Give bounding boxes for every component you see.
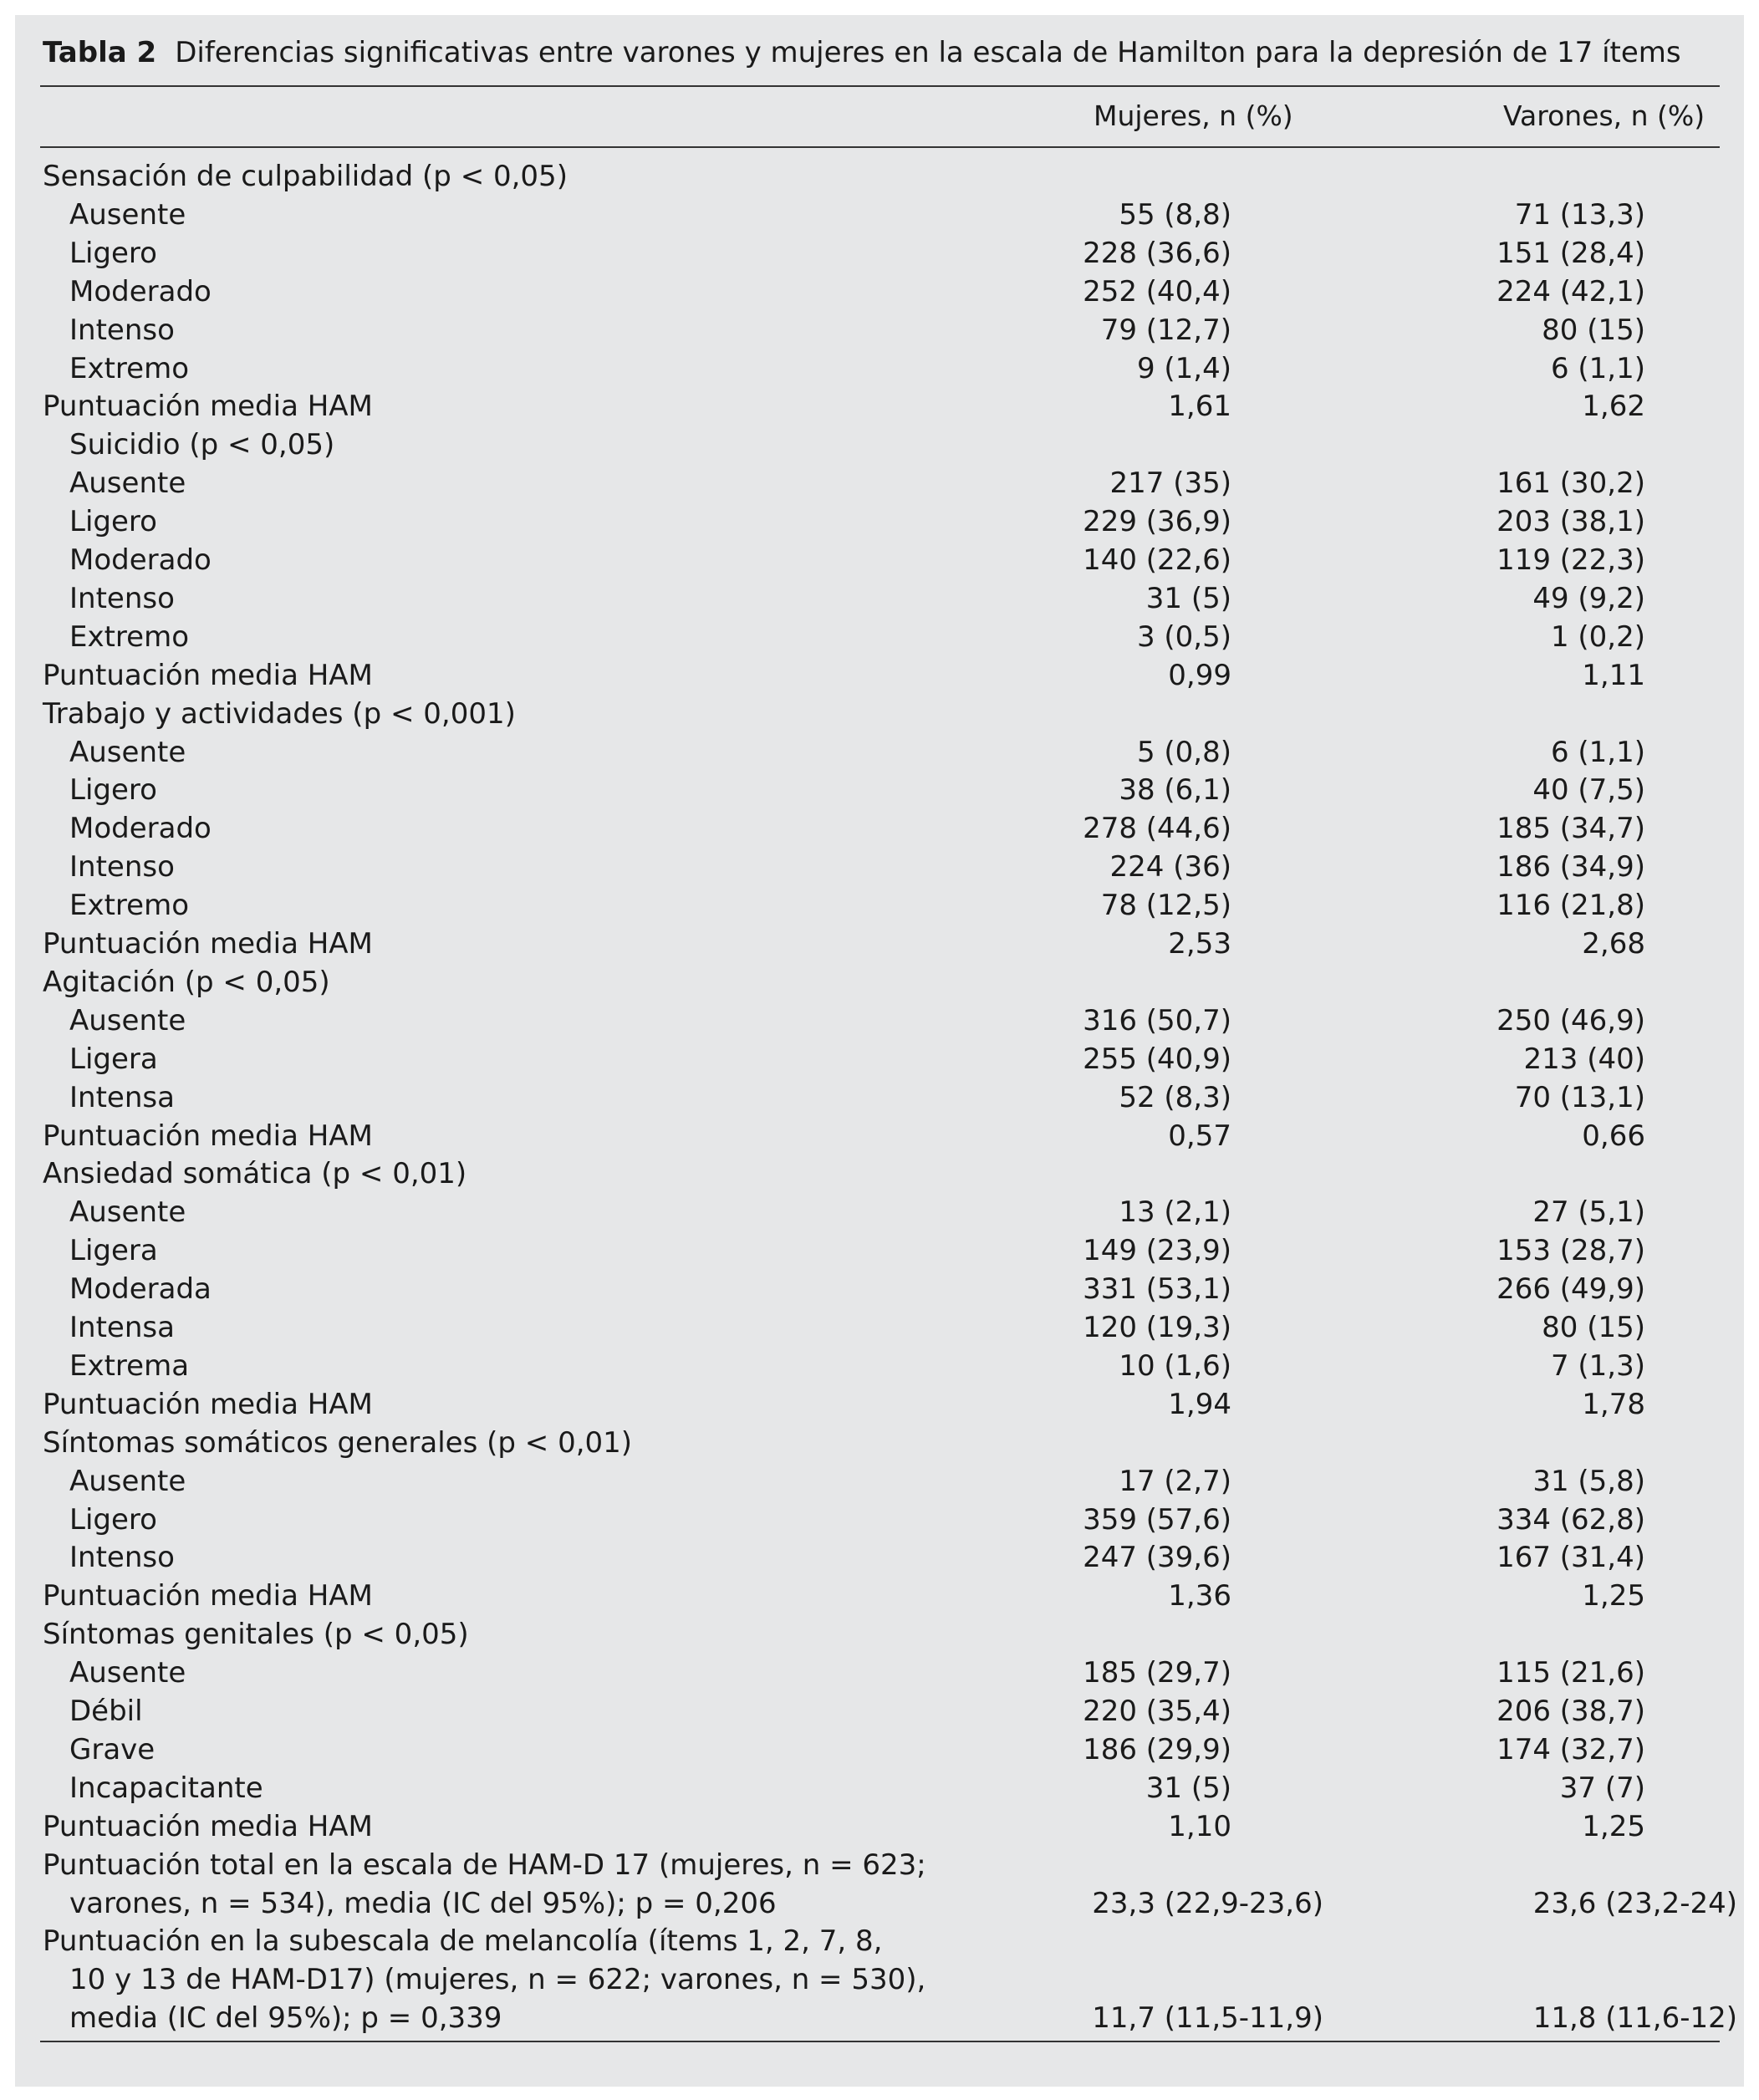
- cell-mujeres: 278 (44,6): [1083, 812, 1231, 846]
- cell-mujeres: 10 (1,6): [1119, 1348, 1231, 1383]
- cell-mujeres: 252 (40,4): [1083, 274, 1231, 308]
- table-row: [15, 234, 1744, 273]
- row-label: Intenso: [69, 313, 175, 347]
- cell-varones: 213 (40): [1523, 1042, 1645, 1076]
- table-row: [15, 618, 1744, 656]
- column-header-varones: Varones, n (%): [1503, 99, 1705, 132]
- cell-varones: 1,11: [1582, 658, 1645, 692]
- cell-varones: 11,8 (11,6-12): [1532, 2001, 1737, 2036]
- row-label: Síntomas somáticos generales (p < 0,01): [43, 1425, 633, 1460]
- table-row: [15, 1922, 1744, 1960]
- cell-varones: 27 (5,1): [1532, 1195, 1645, 1230]
- row-label: Ausente: [69, 1464, 186, 1498]
- cell-mujeres: 120 (19,3): [1083, 1311, 1231, 1344]
- cell-varones: 80 (15): [1542, 313, 1645, 347]
- table-row: [15, 1117, 1744, 1155]
- cell-mujeres: 2,53: [1168, 927, 1231, 961]
- table-row: [15, 426, 1744, 464]
- cell-mujeres: 55 (8,8): [1119, 197, 1231, 232]
- cell-varones: 224 (42,1): [1496, 274, 1645, 308]
- cell-varones: 1 (0,2): [1550, 619, 1645, 654]
- table-row: [15, 1730, 1744, 1769]
- row-label: Moderado: [69, 812, 212, 846]
- cell-mujeres: 31 (5): [1145, 1771, 1231, 1805]
- cell-varones: 250 (46,9): [1496, 1003, 1645, 1037]
- table-row: [15, 695, 1744, 733]
- cell-mujeres: 9 (1,4): [1136, 351, 1231, 385]
- row-label: Puntuación media HAM: [43, 390, 373, 424]
- row-label: Sensación de culpabilidad (p < 0,05): [43, 160, 568, 193]
- cell-mujeres: 185 (29,7): [1083, 1656, 1231, 1690]
- cell-mujeres: 11,7 (11,5-11,9): [1092, 2001, 1323, 2036]
- row-label: Puntuación media HAM: [43, 1119, 373, 1153]
- cell-mujeres: 359 (57,6): [1083, 1502, 1231, 1537]
- bottom-rule: [40, 2041, 1720, 2042]
- cell-mujeres: 1,10: [1168, 1809, 1231, 1843]
- row-label: Incapacitante: [69, 1771, 263, 1805]
- row-label: Ligera: [69, 1234, 158, 1268]
- row-label: Extremo: [69, 351, 190, 385]
- cell-varones: 7 (1,3): [1550, 1348, 1645, 1383]
- cell-mujeres: 217 (35): [1109, 466, 1231, 501]
- cell-varones: 185 (34,7): [1496, 812, 1645, 846]
- row-label: Grave: [69, 1732, 156, 1766]
- row-label: Ausente: [69, 1195, 186, 1230]
- table-panel: [15, 15, 1744, 2087]
- cell-mujeres: 186 (29,9): [1083, 1732, 1231, 1766]
- row-label: Puntuación media HAM: [43, 658, 373, 692]
- cell-mujeres: 1,94: [1168, 1387, 1231, 1421]
- table-row: [15, 1424, 1744, 1462]
- table-row: [15, 1999, 1744, 2037]
- row-label: Puntuación media HAM: [43, 1579, 373, 1613]
- cell-varones: 186 (34,9): [1496, 850, 1645, 884]
- table-row: [15, 1692, 1744, 1730]
- row-label: Síntomas genitales (p < 0,05): [43, 1618, 469, 1652]
- row-label: Ausente: [69, 466, 186, 501]
- cell-mujeres: 316 (50,7): [1083, 1003, 1231, 1037]
- cell-varones: 6 (1,1): [1550, 735, 1645, 769]
- cell-varones: 174 (32,7): [1496, 1732, 1645, 1766]
- row-label: Suicidio (p < 0,05): [69, 428, 335, 462]
- cell-mujeres: 229 (36,9): [1083, 505, 1231, 539]
- table-row: [15, 1846, 1744, 1884]
- cell-varones: 1,25: [1582, 1809, 1645, 1843]
- table-row: [15, 157, 1744, 196]
- row-label: varones, n = 534), media (IC del 95%); p = 0,206: [69, 1886, 777, 1920]
- header-rule: [40, 146, 1720, 148]
- cell-mujeres: 78 (12,5): [1100, 889, 1231, 923]
- table-row: [15, 1769, 1744, 1807]
- row-label: Intensa: [69, 1080, 175, 1114]
- row-label: Moderado: [69, 543, 212, 577]
- cell-mujeres: 23,3 (22,9-23,6): [1092, 1886, 1323, 1920]
- table-row: [15, 733, 1744, 772]
- table-row: [15, 1385, 1744, 1424]
- row-label: Ligera: [69, 1042, 158, 1076]
- table-row: [15, 387, 1744, 426]
- row-label: Trabajo y actividades (p < 0,001): [43, 696, 516, 731]
- cell-varones: 115 (21,6): [1496, 1656, 1645, 1690]
- cell-mujeres: 149 (23,9): [1083, 1234, 1231, 1268]
- row-label: Puntuación en la subescala de melancolía (ítems 1, 2, 7, 8,: [43, 1924, 883, 1959]
- cell-varones: 1,78: [1582, 1387, 1645, 1421]
- column-header-mujeres: Mujeres, n (%): [1094, 99, 1293, 132]
- top-rule: [40, 85, 1720, 87]
- cell-varones: 334 (62,8): [1496, 1502, 1645, 1537]
- row-label: Intenso: [69, 850, 175, 884]
- cell-varones: 0,66: [1582, 1119, 1645, 1153]
- row-label: Ligero: [69, 1502, 157, 1537]
- cell-varones: 71 (13,3): [1514, 197, 1645, 232]
- cell-mujeres: 255 (40,9): [1083, 1042, 1231, 1076]
- cell-mujeres: 3 (0,5): [1136, 619, 1231, 654]
- table-row: [15, 848, 1744, 886]
- table-row: [15, 1577, 1744, 1615]
- table-row: [15, 1462, 1744, 1501]
- table-row: [15, 1654, 1744, 1692]
- cell-varones: 1,62: [1582, 390, 1645, 424]
- row-label: Ansiedad somática (p < 0,01): [43, 1157, 467, 1191]
- table-row: [15, 1807, 1744, 1846]
- cell-mujeres: 13 (2,1): [1119, 1195, 1231, 1230]
- table-row: [15, 273, 1744, 311]
- row-label: Ausente: [69, 735, 186, 769]
- row-label: Moderado: [69, 274, 212, 308]
- cell-mujeres: 140 (22,6): [1083, 543, 1231, 577]
- row-label: media (IC del 95%); p = 0,339: [69, 2001, 502, 2036]
- table-row: [15, 579, 1744, 618]
- cell-varones: 49 (9,2): [1532, 581, 1645, 615]
- cell-mujeres: 0,57: [1168, 1119, 1231, 1153]
- row-label: 10 y 13 de HAM-D17) (mujeres, n = 622; varones, n = 530),: [69, 1963, 926, 1997]
- row-label: Puntuación total en la escala de HAM-D 17 (mujeres, n = 623;: [43, 1848, 926, 1882]
- row-label: Ligero: [69, 236, 157, 270]
- cell-mujeres: 1,36: [1168, 1579, 1231, 1613]
- cell-varones: 40 (7,5): [1532, 773, 1645, 808]
- cell-mujeres: 1,61: [1168, 390, 1231, 424]
- cell-varones: 116 (21,8): [1496, 889, 1645, 923]
- cell-mujeres: 331 (53,1): [1083, 1272, 1231, 1307]
- cell-mujeres: 220 (35,4): [1083, 1695, 1231, 1728]
- row-label: Puntuación media HAM: [43, 1387, 373, 1421]
- row-label: Moderada: [69, 1272, 212, 1307]
- table-row: [15, 196, 1744, 234]
- table-row: [15, 1308, 1744, 1347]
- cell-mujeres: 38 (6,1): [1119, 773, 1231, 808]
- row-label: Extrema: [69, 1348, 190, 1383]
- row-label: Intensa: [69, 1311, 175, 1344]
- table-title: Diferencias significativas entre varones y mujeres en la escala de Hamilton para la depresión de 17 ítems: [175, 36, 1681, 69]
- cell-varones: 167 (31,4): [1496, 1541, 1645, 1575]
- cell-varones: 161 (30,2): [1496, 466, 1645, 501]
- row-label: Extremo: [69, 889, 190, 923]
- table-row: [15, 963, 1744, 1002]
- table-row: [15, 1347, 1744, 1385]
- table-row: [15, 1538, 1744, 1577]
- row-label: Ausente: [69, 1656, 186, 1690]
- table-row: [15, 656, 1744, 695]
- table-row: [15, 1231, 1744, 1270]
- cell-varones: 70 (13,1): [1514, 1080, 1645, 1114]
- row-label: Ausente: [69, 1003, 186, 1037]
- row-label: Ausente: [69, 197, 186, 232]
- table-row: [15, 541, 1744, 579]
- cell-varones: 203 (38,1): [1496, 505, 1645, 539]
- table-row: [15, 502, 1744, 541]
- cell-mujeres: 224 (36): [1109, 850, 1231, 884]
- cell-varones: 153 (28,7): [1496, 1234, 1645, 1268]
- cell-mujeres: 228 (36,6): [1083, 236, 1231, 270]
- table-row: [15, 1615, 1744, 1654]
- cell-varones: 23,6 (23,2-24): [1532, 1886, 1737, 1920]
- row-label: Agitación (p < 0,05): [43, 965, 330, 999]
- table-row: [15, 1884, 1744, 1923]
- cell-varones: 206 (38,7): [1496, 1695, 1645, 1728]
- table-row: [15, 886, 1744, 925]
- table-row: [15, 1078, 1744, 1117]
- cell-varones: 31 (5,8): [1532, 1464, 1645, 1498]
- cell-mujeres: 247 (39,6): [1083, 1541, 1231, 1575]
- cell-varones: 37 (7): [1559, 1771, 1645, 1805]
- table-row: [15, 349, 1744, 388]
- table-row: [15, 1040, 1744, 1078]
- row-label: Puntuación media HAM: [43, 927, 373, 961]
- cell-varones: 2,68: [1582, 927, 1645, 961]
- table-row: [15, 464, 1744, 502]
- cell-varones: 119 (22,3): [1496, 543, 1645, 577]
- row-label: Ligero: [69, 773, 157, 808]
- table-row: [15, 771, 1744, 809]
- row-label: Débil: [69, 1695, 143, 1728]
- table-row: [15, 1002, 1744, 1040]
- table-label: Tabla 2: [43, 36, 157, 69]
- row-label: Ligero: [69, 505, 157, 539]
- row-label: Intenso: [69, 581, 175, 615]
- table-row: [15, 1501, 1744, 1539]
- cell-varones: 1,25: [1582, 1579, 1645, 1613]
- table-row: [15, 311, 1744, 349]
- cell-varones: 266 (49,9): [1496, 1272, 1645, 1307]
- cell-mujeres: 52 (8,3): [1119, 1080, 1231, 1114]
- cell-varones: 80 (15): [1542, 1311, 1645, 1344]
- table-row: [15, 925, 1744, 963]
- table-row: [15, 1154, 1744, 1193]
- cell-mujeres: 5 (0,8): [1136, 735, 1231, 769]
- table-row: [15, 1193, 1744, 1231]
- table-caption: [43, 35, 1681, 70]
- cell-mujeres: 0,99: [1168, 658, 1231, 692]
- cell-mujeres: 17 (2,7): [1119, 1464, 1231, 1498]
- row-label: Extremo: [69, 619, 190, 654]
- cell-mujeres: 79 (12,7): [1100, 313, 1231, 347]
- table-row: [15, 1270, 1744, 1308]
- cell-varones: 6 (1,1): [1550, 351, 1645, 385]
- row-label: Intenso: [69, 1541, 175, 1575]
- cell-mujeres: 31 (5): [1145, 581, 1231, 615]
- table-row: [15, 809, 1744, 848]
- table-row: [15, 1960, 1744, 1999]
- row-label: Puntuación media HAM: [43, 1809, 373, 1843]
- cell-varones: 151 (28,4): [1496, 236, 1645, 270]
